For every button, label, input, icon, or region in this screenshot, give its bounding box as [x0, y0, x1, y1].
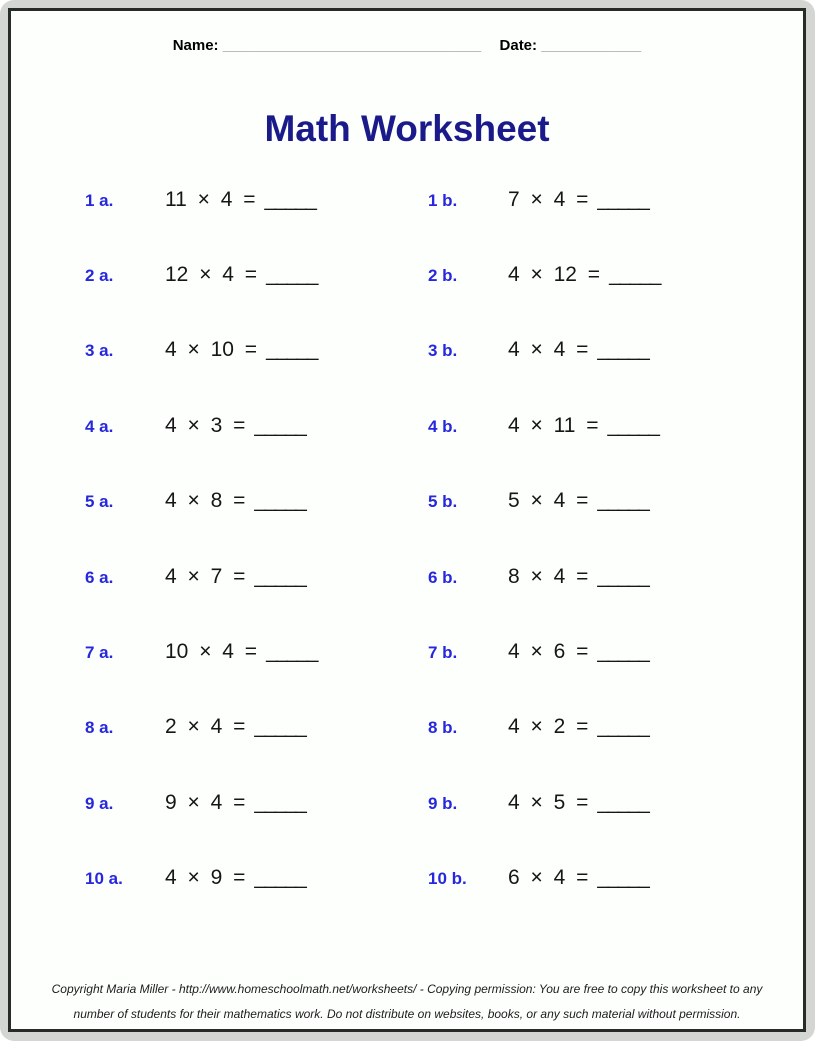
problem-row-6 [11, 539, 803, 614]
answer-blank: _____ [597, 715, 649, 739]
expression-text: 6 × 4 = [508, 866, 589, 890]
date-label: Date: [499, 37, 538, 54]
problem-4b-expression [508, 414, 658, 438]
problem-8a-number: 8 a. [85, 718, 114, 738]
problem-8a-expression [165, 715, 305, 739]
problem-4b-number: 4 b. [428, 416, 458, 436]
problem-9a-expression [165, 791, 305, 815]
problem-7a-expression [165, 640, 317, 664]
problem-10b-number: 10 b. [428, 869, 467, 889]
problem-3b-number: 3 b. [428, 341, 458, 361]
answer-blank: _____ [597, 640, 649, 664]
problem-10a [85, 866, 428, 890]
name-date-header [11, 37, 803, 55]
problem-9b-expression [508, 791, 648, 815]
worksheet-title: Math Worksheet [264, 108, 550, 149]
answer-blank: _____ [597, 564, 649, 588]
name-label: Name: [172, 37, 219, 54]
answer-blank: _____ [266, 263, 317, 287]
answer-blank: _____ [254, 489, 306, 513]
expression-text: 4 × 7 = [165, 564, 246, 588]
problem-5b-expression [508, 489, 648, 513]
problem-2a [85, 263, 428, 287]
problem-6b-expression [508, 565, 648, 589]
answer-blank: _____ [607, 413, 659, 437]
problem-2b-number: 2 b. [428, 266, 458, 286]
expression-text: 4 × 6 = [508, 640, 589, 664]
answer-blank: _____ [254, 866, 306, 890]
problem-7b-expression [508, 640, 648, 664]
problem-row-3 [11, 313, 803, 388]
answer-blank: _____ [254, 790, 306, 814]
problem-8b-expression [508, 715, 648, 739]
copyright-line-2: number of students for their mathematics work. Do not distribute on websites, books, or any such material without permission. [73, 1007, 741, 1021]
answer-blank: _____ [597, 187, 649, 211]
problem-4a-number: 4 a. [85, 416, 114, 436]
problem-1a-number: 1 a. [85, 190, 114, 210]
expression-text: 4 × 2 = [508, 715, 589, 739]
answer-blank: _____ [597, 489, 649, 513]
problem-5a-number: 5 a. [85, 492, 114, 512]
problem-3a [85, 338, 428, 362]
problem-2b [428, 263, 803, 287]
problems-grid [11, 162, 803, 916]
problem-1a [85, 188, 428, 212]
answer-blank: _____ [254, 413, 306, 437]
problem-1b [428, 188, 803, 212]
expression-text: 4 × 10 = [165, 338, 258, 362]
problem-2a-number: 2 a. [85, 266, 114, 286]
answer-blank: _____ [254, 564, 306, 588]
problem-5b [428, 489, 803, 513]
problem-3b-expression [508, 338, 648, 362]
answer-blank: _____ [266, 640, 317, 664]
problem-7b-number: 7 b. [428, 643, 458, 663]
problem-6b [428, 565, 803, 589]
problem-4a-expression [165, 414, 305, 438]
problem-9b [428, 791, 803, 815]
expression-text: 4 × 5 = [508, 790, 589, 814]
answer-blank: _____ [597, 866, 649, 890]
problem-8a [85, 715, 428, 739]
problem-7a-number: 7 a. [85, 643, 114, 663]
copyright-footer [11, 977, 803, 1027]
expression-text: 4 × 11 = [508, 413, 599, 437]
problem-1a-expression [165, 188, 315, 212]
date-blank-line: ____________ [541, 37, 642, 54]
problem-row-5 [11, 464, 803, 539]
problem-2b-expression [508, 263, 660, 287]
problem-5b-number: 5 b. [428, 492, 458, 512]
problem-10b [428, 866, 803, 890]
problem-row-9 [11, 765, 803, 840]
problem-3a-expression [165, 338, 317, 362]
problem-5a-expression [165, 489, 305, 513]
name-blank-line: _______________________________ [222, 37, 482, 54]
expression-text: 7 × 4 = [508, 187, 589, 211]
problem-10a-expression [165, 866, 305, 890]
answer-blank: _____ [597, 338, 649, 362]
problem-7b [428, 640, 803, 664]
problem-9a-number: 9 a. [85, 793, 114, 813]
problem-7a [85, 640, 428, 664]
expression-text: 2 × 4 = [165, 715, 246, 739]
answer-blank: _____ [266, 338, 317, 362]
problem-1b-expression [508, 188, 648, 212]
problem-2a-expression [165, 263, 317, 287]
expression-text: 4 × 3 = [165, 413, 246, 437]
answer-blank: _____ [254, 715, 306, 739]
answer-blank: _____ [609, 263, 660, 287]
problem-6a [85, 565, 428, 589]
problem-8b-number: 8 b. [428, 718, 458, 738]
expression-text: 5 × 4 = [508, 489, 589, 513]
answer-blank: _____ [264, 187, 316, 211]
problem-10b-expression [508, 866, 648, 890]
expression-text: 10 × 4 = [165, 640, 258, 664]
problem-8b [428, 715, 803, 739]
problem-row-1 [11, 162, 803, 237]
expression-text: 12 × 4 = [165, 263, 258, 287]
problem-3a-number: 3 a. [85, 341, 114, 361]
problem-9a [85, 791, 428, 815]
problem-row-8 [11, 690, 803, 765]
problem-9b-number: 9 b. [428, 793, 458, 813]
expression-text: 4 × 9 = [165, 866, 246, 890]
problem-row-10 [11, 841, 803, 916]
problem-3b [428, 338, 803, 362]
expression-text: 4 × 8 = [165, 489, 246, 513]
problem-4a [85, 414, 428, 438]
expression-text: 4 × 12 = [508, 263, 601, 287]
answer-blank: _____ [597, 790, 649, 814]
problem-6a-number: 6 a. [85, 567, 114, 587]
worksheet-page [8, 8, 806, 1032]
problem-10a-number: 10 a. [85, 869, 123, 889]
problem-row-7 [11, 614, 803, 689]
problem-6b-number: 6 b. [428, 567, 458, 587]
expression-text: 11 × 4 = [165, 187, 256, 211]
expression-text: 8 × 4 = [508, 564, 589, 588]
problem-4b [428, 414, 803, 438]
expression-text: 4 × 4 = [508, 338, 589, 362]
problem-row-4 [11, 388, 803, 463]
problem-row-2 [11, 237, 803, 312]
copyright-line-1: Copyright Maria Miller - http://www.homeschoolmath.net/worksheets/ - Copying permission: You are free to copy this worksheet to any [51, 982, 763, 996]
problem-6a-expression [165, 565, 305, 589]
expression-text: 9 × 4 = [165, 790, 246, 814]
problem-1b-number: 1 b. [428, 190, 458, 210]
problem-5a [85, 489, 428, 513]
